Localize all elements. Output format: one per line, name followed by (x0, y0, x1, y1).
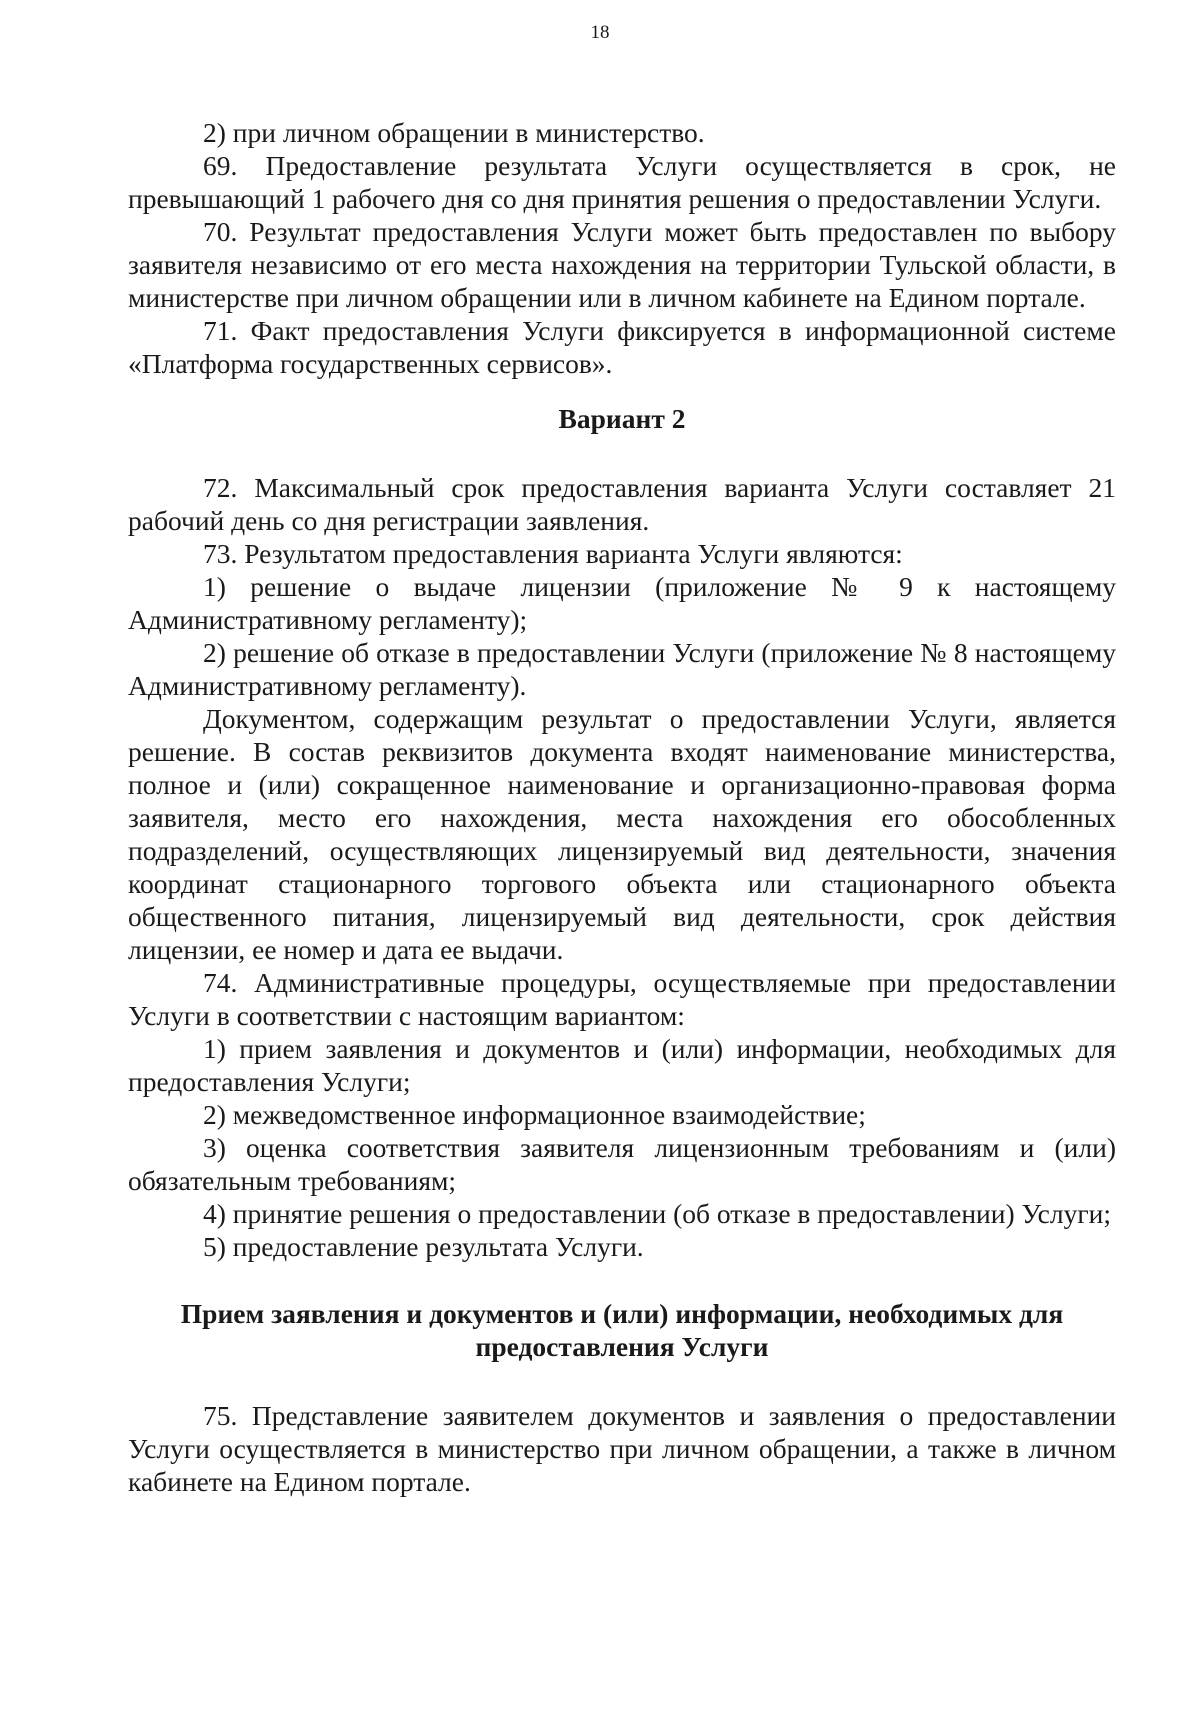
paragraph: 73. Результатом предоставления варианта Услуги являются: (203, 538, 903, 569)
paragraph: 1) решение о выдаче лицензии (приложение № 9 к настоящему Административному регламенту); (128, 571, 1116, 635)
paragraph: 3) оценка соответствия заявителя лицензионным требованиям и (или) обязательным требованиям; (128, 1132, 1116, 1196)
paragraph: Документом, содержащим результат о предоставлении Услуги, является решение. В состав реквизитов документа входят наименование министерства, полное и (или) сокращенное наименование и организационно-правовая форма заявителя, место его нахождения, места нахождения его обособленных подразделений, осуществляющих лицензируемый вид деятельности, значения координат стационарного торгового объекта или стационарного объекта общественного питания, лицензируемый вид деятельности, срок действия лицензии, ее номер и дата ее выдачи. (128, 703, 1116, 965)
paragraph: 1) прием заявления и документов и (или) информации, необходимых для предоставления Услуги; (128, 1033, 1116, 1097)
paragraph: 4) принятие решения о предоставлении (об отказе в предоставлении) Услуги; (203, 1198, 1111, 1229)
paragraph: 2) решение об отказе в предоставлении Услуги (приложение № 8 настоящему Административному регламенту). (128, 637, 1116, 701)
section-heading: Прием заявления и документов и (или) информации, необходимых для предоставления Услуги (180, 1298, 1064, 1362)
page-number: 18 (590, 22, 610, 43)
paragraph: 5) предоставление результата Услуги. (203, 1231, 644, 1262)
paragraph: 69. Предоставление результата Услуги осуществляется в срок, не превышающий 1 рабочего дня со дня принятия решения о предоставлении Услуги. (128, 150, 1116, 214)
paragraph: 2) при личном обращении в министерство. (203, 117, 705, 148)
paragraph: 70. Результат предоставления Услуги может быть предоставлен по выбору заявителя независимо от его места нахождения на территории Тульской области, в министерстве при личном обращении или в личном кабинете на Едином портале. (128, 216, 1116, 313)
paragraph: 2) межведомственное информационное взаимодействие; (203, 1099, 866, 1130)
document-body (128, 116, 1116, 1498)
paragraph: 75. Представление заявителем документов и заявления о предоставлении Услуги осуществляется в министерство при личном обращении, а также в личном кабинете на Едином портале. (128, 1400, 1116, 1497)
paragraph: 72. Максимальный срок предоставления варианта Услуги составляет 21 рабочий день со дня регистрации заявления. (128, 472, 1116, 536)
variant-heading: Вариант 2 (558, 403, 686, 434)
paragraph: 71. Факт предоставления Услуги фиксируется в информационной системе «Платформа государственных сервисов». (128, 315, 1116, 379)
paragraph: 74. Административные процедуры, осуществляемые при предоставлении Услуги в соответствии с настоящим вариантом: (128, 967, 1116, 1031)
